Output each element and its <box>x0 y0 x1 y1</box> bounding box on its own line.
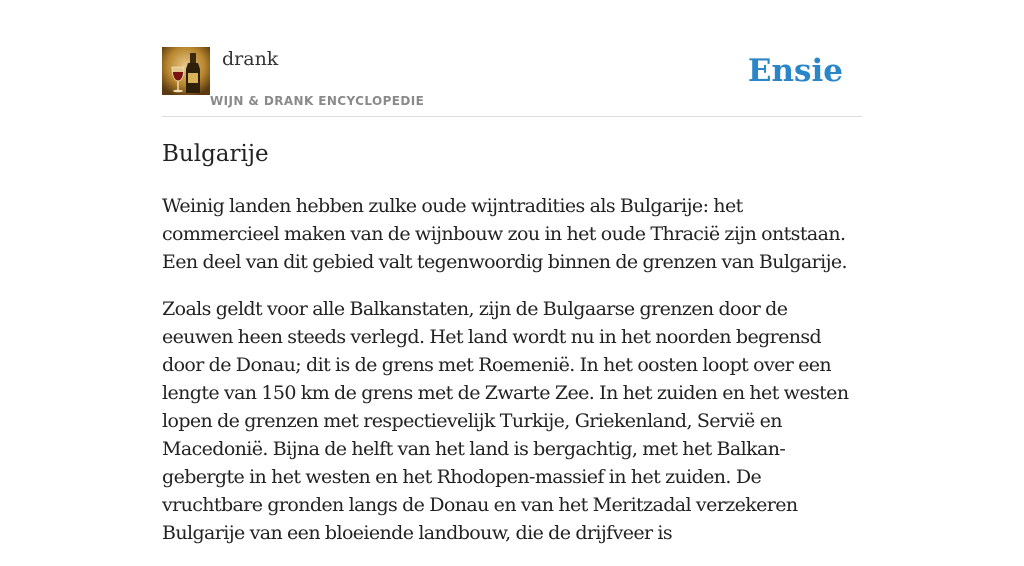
encyclopedia-subtitle: WIJN & DRANK ENCYCLOPEDIE <box>210 94 425 108</box>
topic-link[interactable]: drank <box>222 48 279 70</box>
article-content <box>162 192 862 566</box>
article-paragraph: Zoals geldt voor alle Balkanstaten, zijn de Bulgaarse grenzen door de eeuwen heen steeds verlegd. Het land wordt nu in het noorden begrensd door de Donau; dit is de grens met Roemenië. In het oosten loopt over een lengte van 150 km de grens met de Zwarte Zee. In het zuiden en het westen lopen de grenzen met respectievelijk Turkije, Griekenland, Servië en Macedonië. Bijna de helft van het land is bergachtig, met het Balkan-gebergte in het westen en het Rhodopen-massief in het zuiden. De vruchtbare gronden langs de Donau en van het Meritzadal verzekeren Bulgarije van een bloeiende landbouw, die de drijfveer is <box>162 298 849 544</box>
article-title: Bulgarije <box>162 141 269 167</box>
ensie-logo[interactable]: Ensie <box>747 53 843 89</box>
wine-bottle-glass-icon[interactable] <box>162 47 210 95</box>
header <box>162 44 862 117</box>
article-paragraph: Weinig landen hebben zulke oude wijntradities als Bulgarije: het commercieel maken van de wijnbouw zou in het oude Thracië zijn ontstaan. Een deel van dit gebied valt tegenwoordig binnen de grenzen van Bulgarije. <box>162 195 847 273</box>
